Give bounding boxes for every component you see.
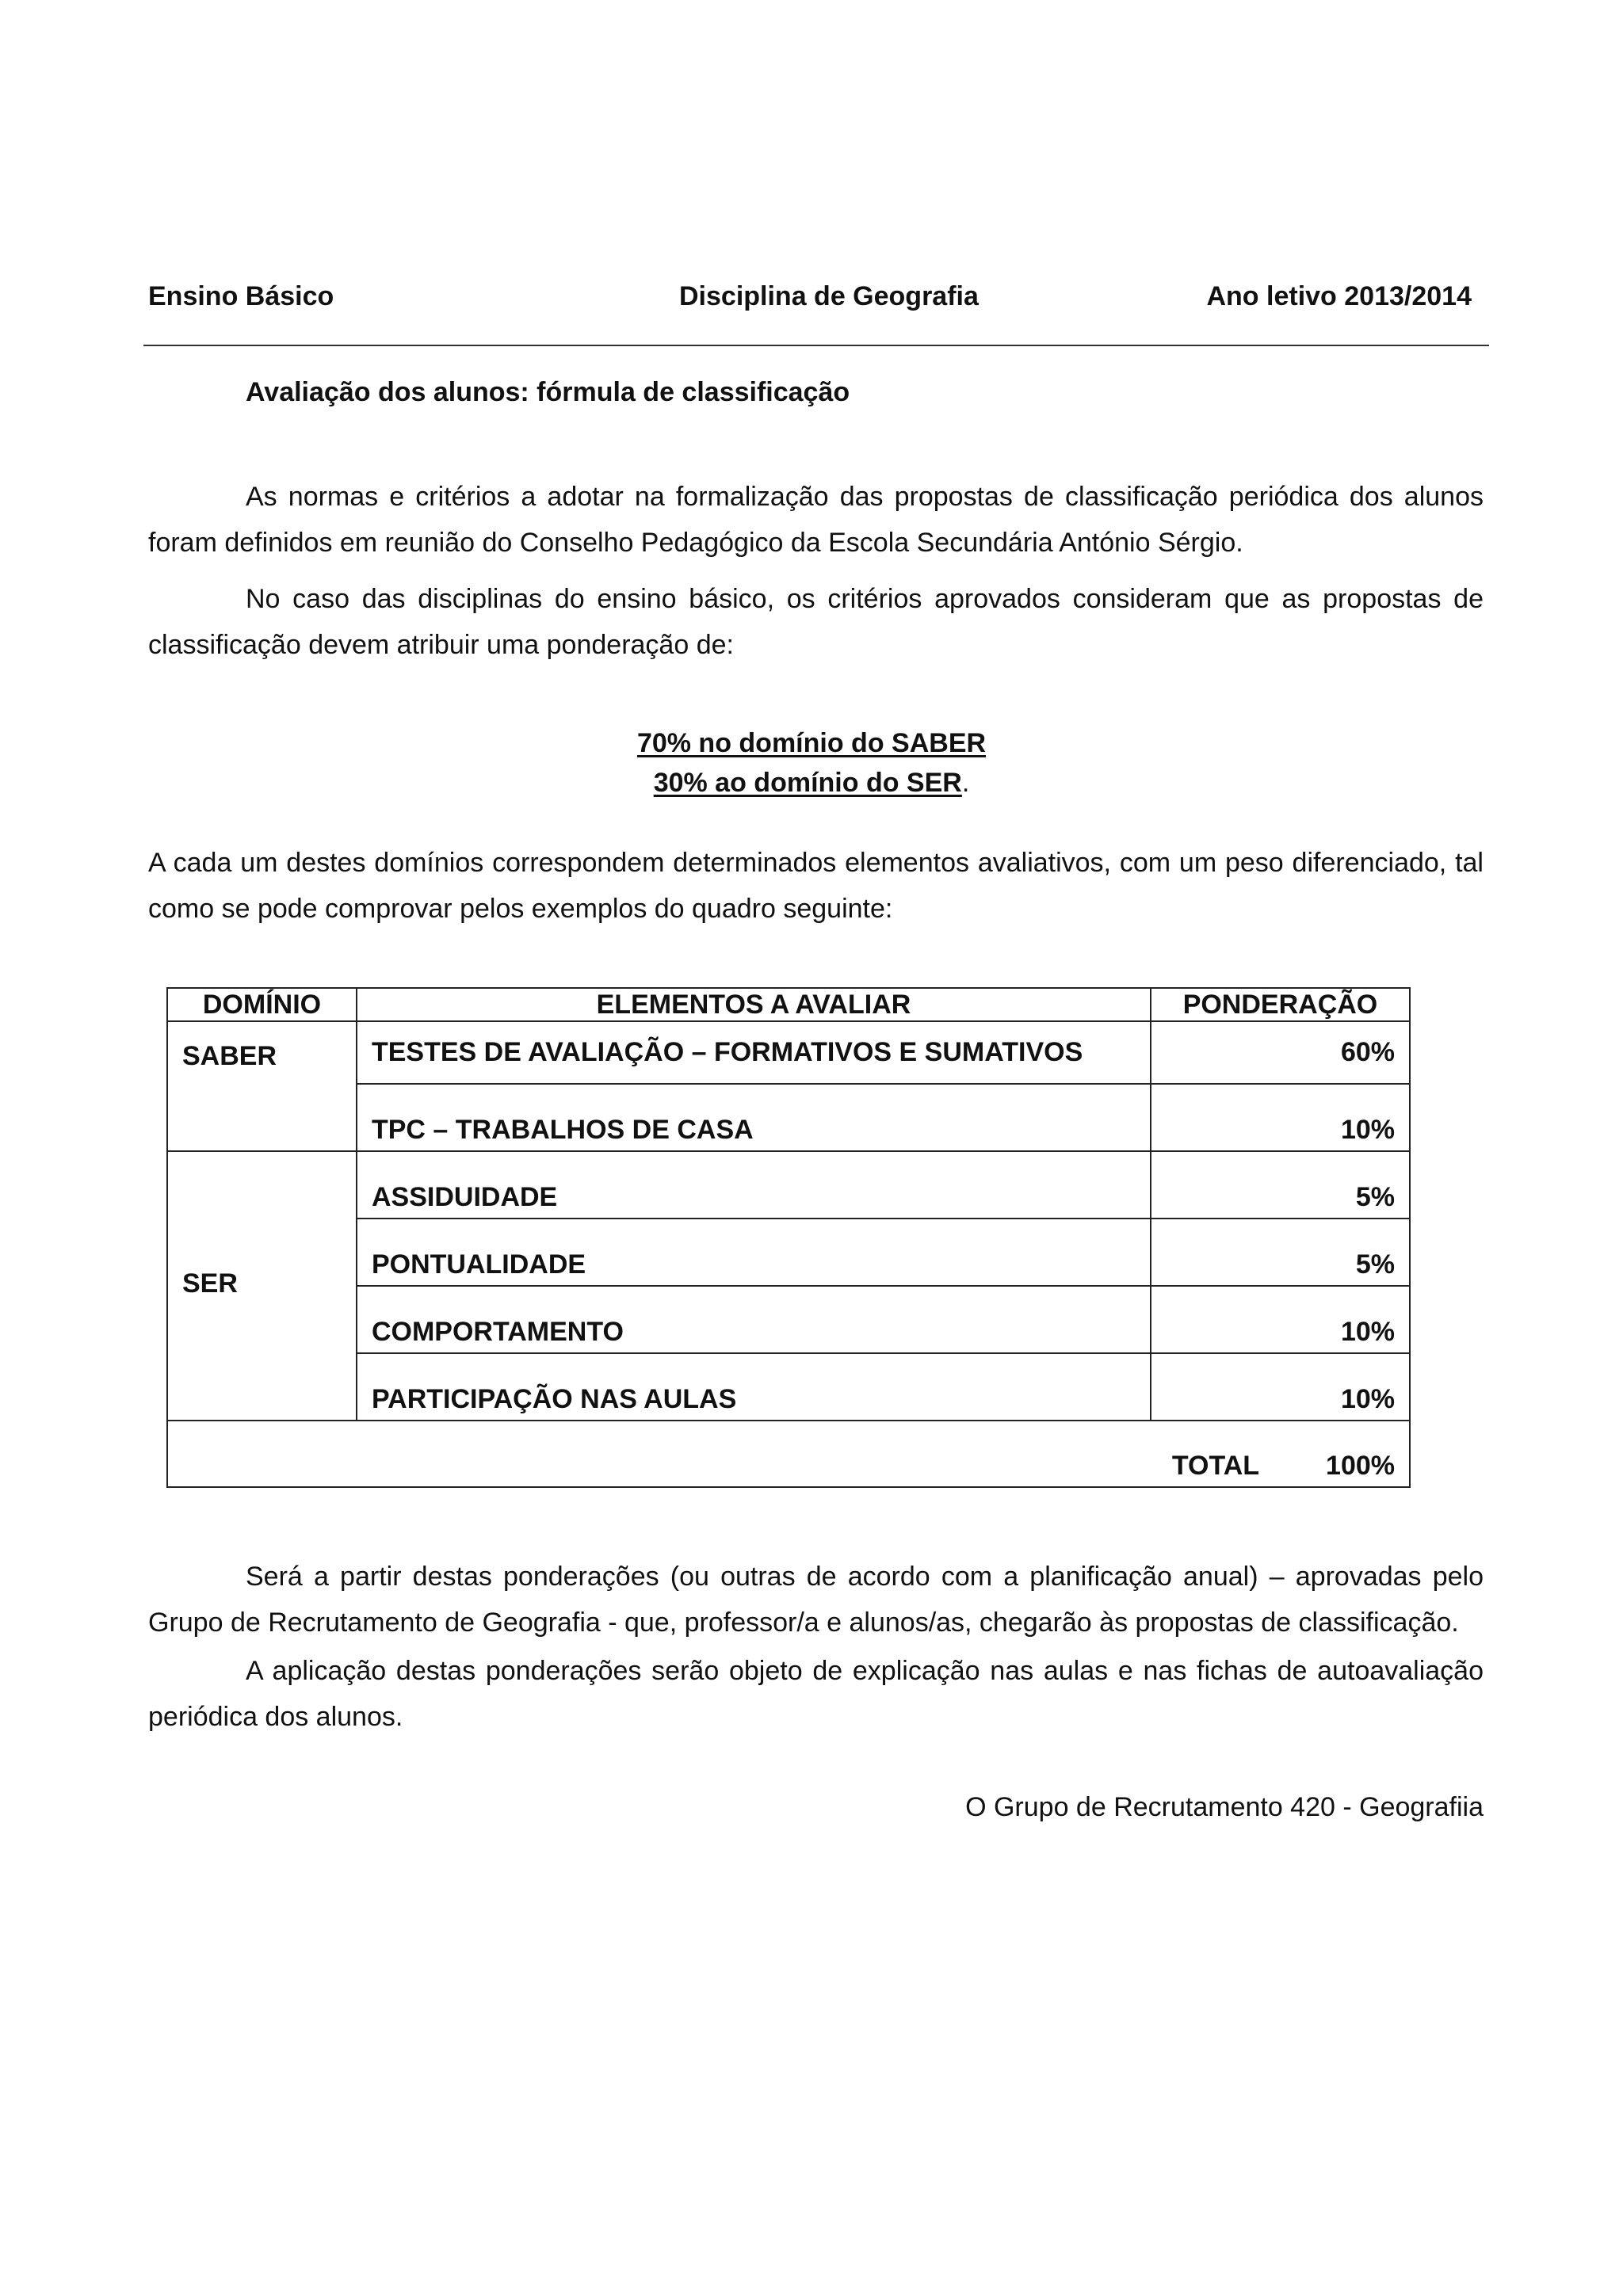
header-domain: DOMÍNIO [167, 988, 357, 1021]
evaluation-table [166, 987, 1411, 1488]
header-level: Ensino Básico [148, 281, 334, 311]
header-elements: ELEMENTOS A AVALIAR [357, 988, 1151, 1021]
header-subject: Disciplina de Geografia [679, 281, 979, 311]
weight-cell: 5% [1151, 1151, 1410, 1219]
weight-cell: 10% [1151, 1286, 1410, 1353]
weight-cell: 5% [1151, 1219, 1410, 1286]
table-row [167, 1021, 1410, 1084]
domain-ser: SER [167, 1151, 357, 1421]
paragraph-basic-education: No caso das disciplinas do ensino básico, os critérios aprovados consideram que as propostas de classificação devem atribuir uma ponderação de: [148, 584, 1484, 660]
paragraph-domains: A cada um destes domínios correspondem determinados elementos avaliativos, com um peso diferenciado, tal como se pode comprovar pelos exemplos do quadro seguinte: [148, 848, 1484, 924]
total-label: TOTAL [1171, 1451, 1260, 1481]
table-row [167, 1151, 1410, 1219]
total-cell [167, 1421, 1410, 1487]
table-total-row [167, 1421, 1410, 1487]
header-school-year: Ano letivo 2013/2014 [1206, 281, 1472, 311]
element-cell: COMPORTAMENTO [357, 1286, 1151, 1353]
paragraph-norms: As normas e critérios a adotar na formalização das propostas de classificação periódica dos alunos foram definidos em reunião do Conselho Pedagógico da Escola Secundária António Sérgio. [148, 482, 1484, 558]
section-title: Avaliação dos alunos: fórmula de classificação [246, 377, 850, 407]
domain-saber: SABER [167, 1021, 357, 1151]
signature: O Grupo de Recrutamento 420 - Geografiia [965, 1792, 1484, 1822]
paragraph-weights-approval: Será a partir destas ponderações (ou outras de acordo com a planificação anual) – aprovadas pelo Grupo de Recrutamento de Geografia - que, professor/a e alunos/as, chegarão às propostas de classificação. [148, 1562, 1484, 1638]
element-cell: TESTES DE AVALIAÇÃO – FORMATIVOS E SUMATIVOS [357, 1021, 1151, 1084]
weight-cell: 10% [1151, 1084, 1410, 1151]
weight-cell: 10% [1151, 1353, 1410, 1421]
weight-cell: 60% [1151, 1021, 1410, 1084]
element-cell: ASSIDUIDADE [357, 1151, 1151, 1219]
header-weight: PONDERAÇÃO [1151, 988, 1410, 1021]
weight-saber-text: 70% no domínio do SABER [636, 728, 987, 758]
weight-ser-period: . [961, 768, 970, 798]
weight-ser-text: 30% ao domínio do SER [653, 768, 962, 798]
weight-saber [0, 723, 1623, 764]
paragraph-application: A aplicação destas ponderações serão objeto de explicação nas aulas e nas fichas de autoavaliação periódica dos alunos. [148, 1656, 1484, 1732]
table-header-row [167, 988, 1410, 1021]
element-cell: TPC – TRABALHOS DE CASA [357, 1084, 1151, 1151]
weight-ser [0, 762, 1623, 803]
total-value: 100% [1326, 1451, 1395, 1481]
header-divider [143, 345, 1489, 346]
element-cell: PONTUALIDADE [357, 1219, 1151, 1286]
element-cell: PARTICIPAÇÃO NAS AULAS [357, 1353, 1151, 1421]
